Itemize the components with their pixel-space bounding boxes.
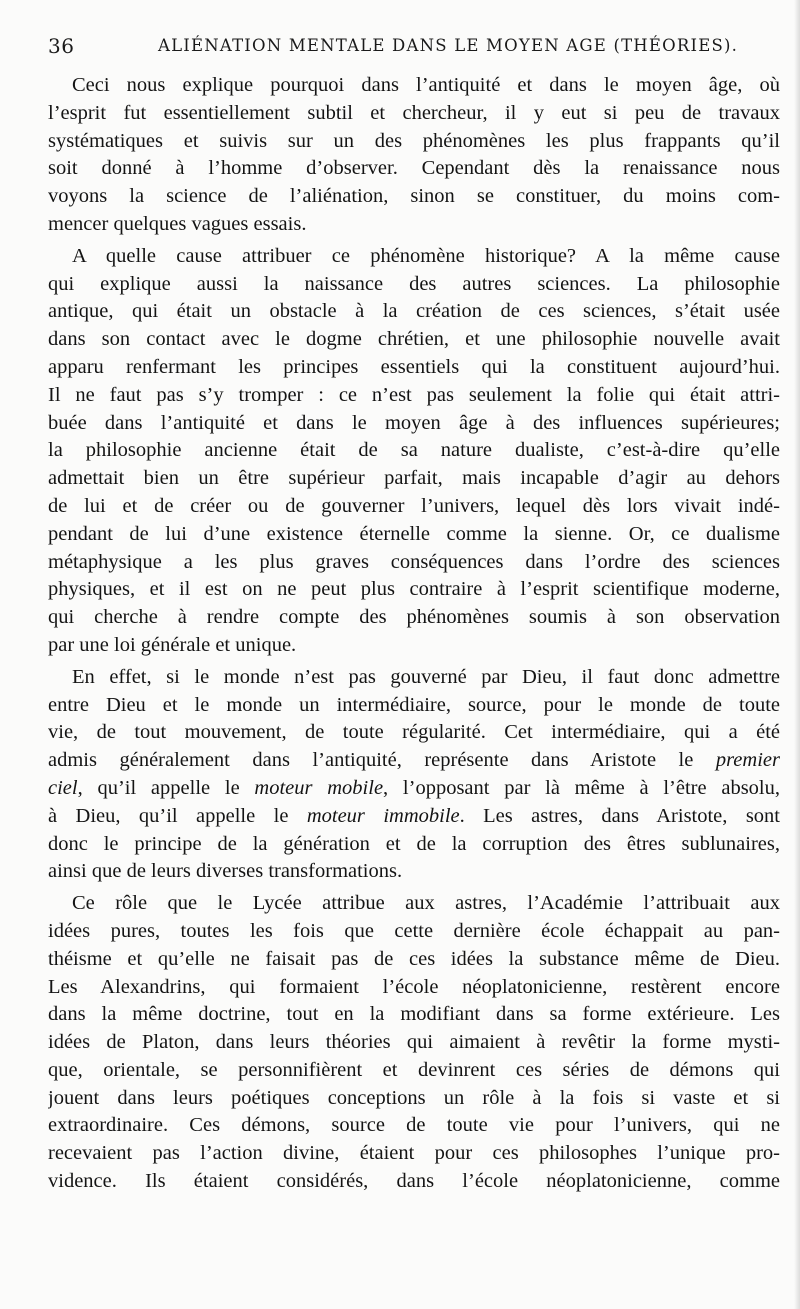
text-line: entre Dieu et le monde un intermédiaire, source, pour le monde de toute — [48, 693, 780, 716]
text-line: théisme et qu’elle ne faisait pas de ces idées la substance même de Dieu. — [48, 947, 780, 970]
text-line: voyons la science de l’aliénation, sinon se constituer, du moins com- — [48, 185, 780, 208]
text-line: vidence. Ils étaient considérés, dans l’école néoplatonicienne, comme — [48, 1170, 780, 1193]
text-line: donc le principe de la génération et de la corruption des êtres sublunaires, — [48, 832, 780, 855]
text-line: qui explique aussi la naissance des autres sciences. La philosophie — [48, 272, 780, 295]
text-line: mencer quelques vagues essais. — [48, 212, 307, 235]
text-line: physiques, et il est on ne peut plus contraire à l’esprit scientifique moderne, — [48, 578, 780, 601]
page-edge-shadow — [794, 0, 800, 1309]
text-line: antique, qui était un obstacle à la création de ces sciences, s’était usée — [48, 300, 780, 323]
text-line: En effet, si le monde n’est pas gouverné par Dieu, il faut donc admettre — [72, 665, 780, 688]
text-line: de lui et de créer ou de gouverner l’univers, lequel dès lors vivait indé- — [48, 494, 780, 517]
text-line: idées pures, toutes les fois que cette dernière école échappait au pan- — [48, 919, 780, 942]
text-line: buée dans l’antiquité et dans le moyen âge à des influences supérieures; — [48, 411, 780, 434]
text-line: Ceci nous explique pourquoi dans l’antiquité et dans le moyen âge, où — [72, 74, 780, 96]
text-line: dans la même doctrine, tout en la modifiant dans sa forme extérieure. Les — [48, 1003, 780, 1026]
running-title: ALIÉNATION MENTALE DANS LE MOYEN AGE (THÉORIES). — [158, 36, 739, 55]
text-line: jouent dans leurs poétiques conceptions un rôle à la fois si vaste et si — [48, 1086, 780, 1109]
text-body — [48, 72, 780, 1196]
text-line: pendant de lui d’une existence éternelle comme la sienne. Or, ce dualisme — [48, 522, 780, 545]
text-line: la philosophie ancienne était de sa nature dualiste, c’est-à-dire qu’elle — [48, 439, 780, 462]
paragraph — [48, 664, 780, 886]
text-line: dans son contact avec le dogme chrétien, et une philosophie nouvelle avait — [48, 328, 780, 351]
text-line: systématiques et suivis sur un des phénomènes les plus frappants qu’il — [48, 129, 780, 152]
text-line: apparu renfermant les principes essentiels qui la constituent aujourd’hui. — [48, 355, 780, 378]
text-line: A quelle cause attribuer ce phénomène historique? A la même cause — [72, 244, 780, 267]
text-line: ciel, qu’il appelle le moteur mobile, l’opposant par là même à l’être absolu, — [48, 776, 780, 799]
text-line: que, orientale, se personnifièrent et devinrent ces séries de démons qui — [48, 1058, 780, 1081]
text-line: métaphysique a les plus graves conséquences dans l’ordre des sciences — [48, 550, 780, 573]
text-line: à Dieu, qu’il appelle le moteur immobile. Les astres, dans Aristote, sont — [48, 804, 780, 827]
text-line: vie, de tout mouvement, de toute régularité. Cet intermédiaire, qui a été — [48, 721, 780, 744]
page-number: 36 — [48, 34, 75, 58]
page-header — [48, 32, 748, 66]
text-line: soit donné à l’homme d’observer. Cependant dès la renaissance nous — [48, 157, 780, 180]
text-line: ainsi que de leurs diverses transformations. — [48, 860, 403, 883]
paragraph — [48, 72, 780, 239]
text-line: admis généralement dans l’antiquité, représente dans Aristote le premier — [48, 749, 780, 772]
text-line: l’esprit fut essentiellement subtil et chercheur, il y eut si peu de travaux — [48, 101, 780, 124]
text-line: Il ne faut pas s’y tromper : ce n’est pas seulement la folie qui était attri- — [48, 383, 780, 406]
text-line: admettait bien un être supérieur parfait, mais incapable d’agir au dehors — [48, 467, 780, 490]
text-line: qui cherche à rendre compte des phénomènes soumis à son observation — [48, 606, 780, 629]
text-line: Ce rôle que le Lycée attribue aux astres, l’Académie l’attribuait aux — [72, 892, 780, 915]
paragraph — [48, 243, 780, 660]
text-line: idées de Platon, dans leurs théories qui aimaient à revêtir la forme mysti- — [48, 1031, 780, 1054]
text-line: extraordinaire. Ces démons, source de toute vie pour l’univers, qui ne — [48, 1114, 780, 1137]
paragraph — [48, 890, 780, 1196]
text-line: par une loi générale et unique. — [48, 633, 297, 656]
text-line: Les Alexandrins, qui formaient l’école néoplatonicienne, restèrent encore — [48, 975, 780, 998]
text-line: recevaient pas l’action divine, étaient pour ces philosophes l’unique pro- — [48, 1142, 780, 1165]
